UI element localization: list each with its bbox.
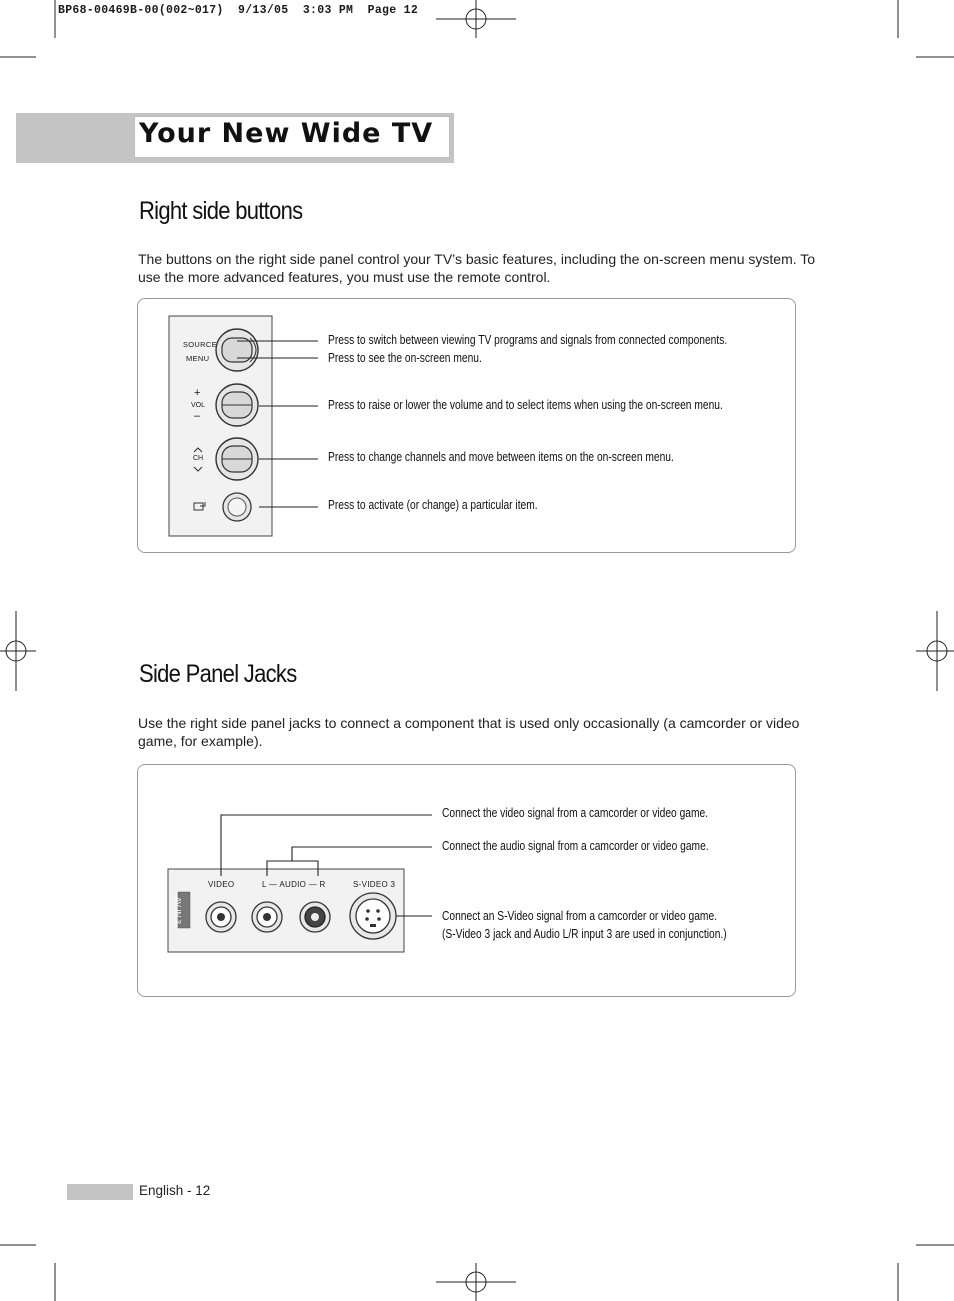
- s-video-jack-graphic: [350, 893, 396, 939]
- callout-s-video-jack: Connect an S-Video signal from a camcorder or video game.: [442, 909, 717, 923]
- video-jack-label: VIDEO: [208, 880, 235, 889]
- audio-right-jack-graphic: [300, 902, 330, 932]
- av-in-label: AV IN 3: [172, 897, 182, 924]
- video-jack-graphic: [206, 902, 236, 932]
- volume-plus-label: +: [194, 387, 201, 399]
- section-paragraph-buttons: The buttons on the right side panel control your TV’s basic features, including the on-screen menu system. To use the more advanced features, you must use the remote control.: [138, 251, 816, 285]
- volume-minus-label: –: [194, 410, 201, 422]
- footer-bar: [67, 1184, 133, 1200]
- source-label: SOURCE: [183, 340, 217, 349]
- callout-audio-jack: Connect the audio signal from a camcorder or video game.: [442, 839, 709, 853]
- callout-volume: Press to raise or lower the volume and to select items when using the on-screen menu.: [328, 398, 723, 412]
- channel-label: CH: [193, 455, 204, 462]
- callout-menu: Press to see the on-screen menu.: [328, 351, 482, 365]
- s-video-jack-label: S-VIDEO 3: [353, 880, 396, 889]
- volume-label: VOL: [191, 402, 206, 409]
- callout-s-video-note: (S-Video 3 jack and Audio L/R input 3 are used in conjunction.): [442, 927, 727, 941]
- section-heading-right-side-buttons: Right side buttons: [139, 197, 303, 225]
- audio-jack-label: L — AUDIO — R: [262, 880, 326, 889]
- section-heading-side-panel-jacks: Side Panel Jacks: [139, 660, 297, 688]
- page-title: Your New Wide TV: [139, 118, 434, 149]
- callout-enter: Press to activate (or change) a particular item.: [328, 498, 538, 512]
- menu-label: MENU: [186, 354, 210, 363]
- callout-source: Press to switch between viewing TV programs and signals from connected components.: [328, 333, 728, 347]
- callout-channel: Press to change channels and move between items on the on-screen menu.: [328, 450, 674, 464]
- callout-video-jack: Connect the video signal from a camcorder or video game.: [442, 806, 709, 820]
- print-header: BP68-00469B-00(002~017) 9/13/05 3:03 PM Page 12: [58, 4, 419, 17]
- section-paragraph-jacks: Use the right side panel jacks to connect a component that is used only occasionally (a camcorder or video game, for example).: [138, 715, 800, 749]
- audio-left-jack-graphic: [252, 902, 282, 932]
- page-number: English - 12: [139, 1183, 211, 1198]
